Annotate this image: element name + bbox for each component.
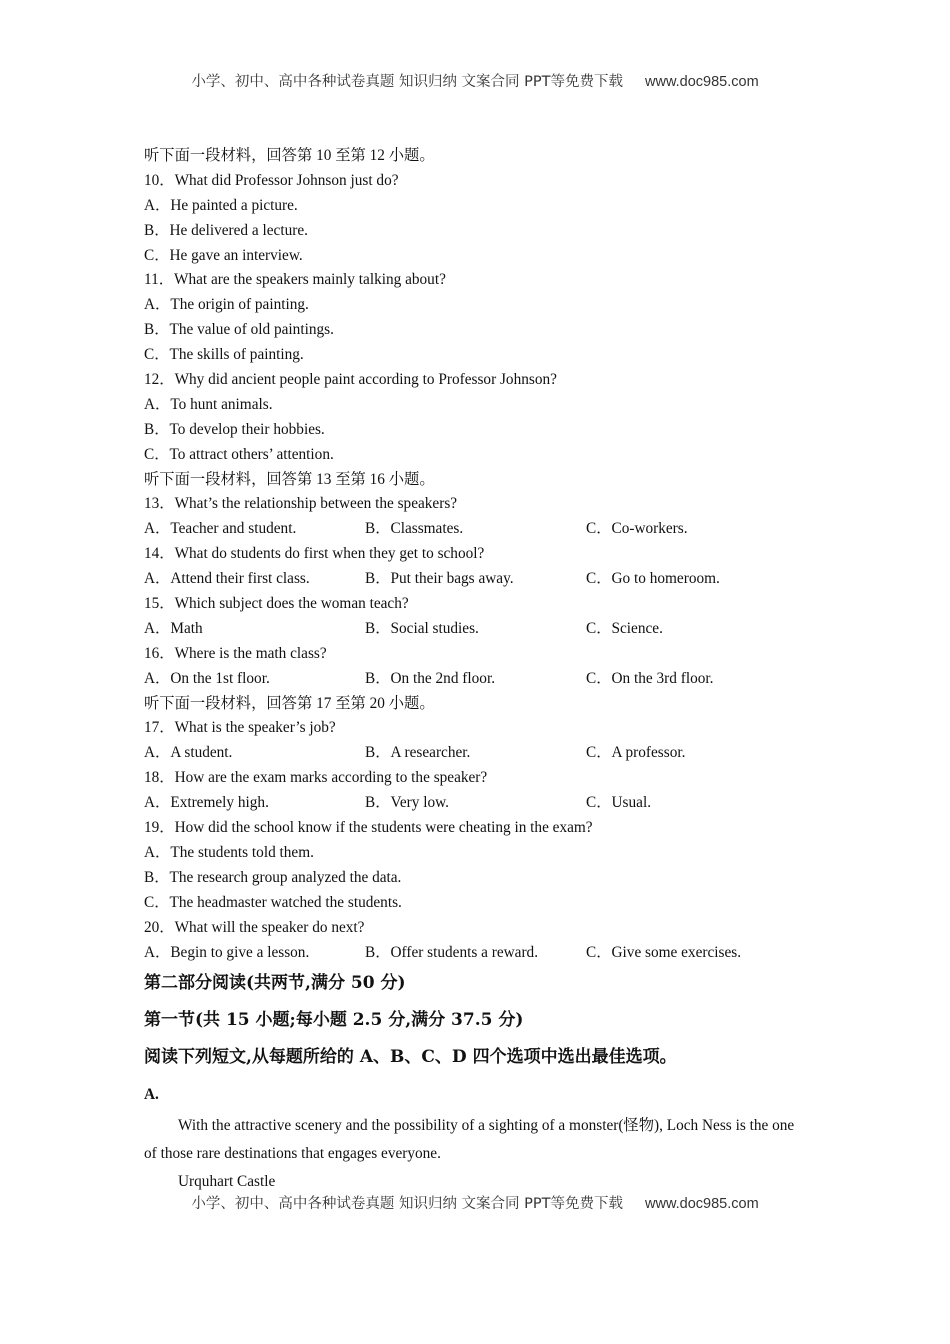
- text-line: B．He delivered a lecture.: [144, 221, 308, 239]
- text-line: 听下面一段材料，回答第 10 至第 12 小题。: [144, 147, 435, 164]
- question-list: [144, 144, 824, 965]
- section-title: 第二部分阅读(共两节,满分 50 分): [144, 973, 406, 994]
- option-a: A．Attend their first class.: [144, 570, 310, 588]
- option-b: B．On the 2nd floor.: [365, 669, 496, 687]
- text-line: 12．Why did ancient people paint according to Professor Johnson?: [144, 371, 557, 389]
- footer-site: www.doc985.com: [645, 1196, 759, 1212]
- text-line: 19．How did the school know if the students were cheating in the exam?: [144, 819, 593, 837]
- option-row: [144, 517, 824, 542]
- header-site: www.doc985.com: [645, 74, 759, 90]
- text-line: C．To attract others’ attention.: [144, 445, 334, 463]
- text-line: 听下面一段材料，回答第 17 至第 20 小题。: [144, 694, 435, 712]
- option-b: B．Very low.: [365, 794, 449, 812]
- option-c: C．Science.: [586, 619, 663, 637]
- option-a: A．On the 1st floor.: [144, 669, 270, 687]
- section-instruction: 阅读下列短文,从每题所给的 A、B、C、D 四个选项中选出最佳选项。: [144, 1047, 677, 1068]
- text-line: B．The value of old paintings.: [144, 321, 334, 339]
- text-line: A．The students told them.: [144, 843, 314, 861]
- text-line: 10．What did Professor Johnson just do?: [144, 171, 399, 189]
- option-c: C．Go to homeroom.: [586, 570, 720, 588]
- passage-paragraph: With the attractive scenery and the possibility of a sighting of a monster(怪物), Loch Ness is the one of those rare destinations that engages everyone.: [144, 1117, 795, 1163]
- option-c: C．A professor.: [586, 744, 686, 762]
- option-b: B．Put their bags away.: [365, 570, 514, 588]
- text-line: 14．What do students do first when they get to school?: [144, 545, 485, 563]
- text-line: 20．What will the speaker do next?: [144, 918, 365, 936]
- option-a: A．Begin to give a lesson.: [144, 943, 310, 961]
- header-text: 小学、初中、高中各种试卷真题 知识归纳 文案合同 PPT等免费下载: [191, 74, 624, 90]
- page-footer: [0, 1192, 950, 1213]
- text-line: A．He painted a picture.: [144, 196, 298, 214]
- option-a: A．Math: [144, 619, 203, 637]
- option-a: A．A student.: [144, 744, 233, 762]
- text-line: 13．What’s the relationship between the speakers?: [144, 495, 458, 513]
- option-b: B．A researcher.: [365, 744, 471, 762]
- text-line: 17．What is the speaker’s job?: [144, 719, 336, 737]
- option-row: [144, 567, 824, 592]
- option-row: [144, 667, 824, 692]
- option-c: C．Give some exercises.: [586, 943, 742, 961]
- option-c: C．On the 3rd floor.: [586, 669, 714, 687]
- text-line: C．The headmaster watched the students.: [144, 893, 402, 911]
- option-b: B．Offer students a reward.: [365, 943, 539, 961]
- document-body: [144, 144, 824, 1196]
- option-a: A．Teacher and student.: [144, 520, 297, 538]
- text-line: A．To hunt animals.: [144, 395, 273, 413]
- option-row: [144, 741, 824, 766]
- option-b: B．Social studies.: [365, 619, 479, 637]
- text-line: B．The research group analyzed the data.: [144, 868, 402, 886]
- passage-label: A.: [144, 1086, 159, 1104]
- text-line: 18．How are the exam marks according to the speaker?: [144, 769, 488, 787]
- text-line: C．The skills of painting.: [144, 346, 304, 364]
- option-c: C．Usual.: [586, 794, 652, 812]
- option-a: A．Extremely high.: [144, 794, 269, 812]
- text-line: 16．Where is the math class?: [144, 644, 327, 662]
- option-row: [144, 791, 824, 816]
- text-line: C．He gave an interview.: [144, 246, 303, 264]
- text-line: 15．Which subject does the woman teach?: [144, 595, 409, 613]
- passage-subheading: Urquhart Castle: [178, 1173, 276, 1191]
- option-b: B．Classmates.: [365, 520, 464, 538]
- option-row: [144, 617, 824, 642]
- page-header: [0, 70, 950, 91]
- text-line: A．The origin of painting.: [144, 296, 309, 314]
- section-subtitle: 第一节(共 15 小题;每小题 2.5 分,满分 37.5 分): [144, 1010, 524, 1031]
- option-row: [144, 941, 824, 966]
- text-line: 11．What are the speakers mainly talking about?: [144, 271, 446, 289]
- option-c: C．Co-workers.: [586, 520, 688, 538]
- text-line: B．To develop their hobbies.: [144, 420, 325, 438]
- text-line: 听下面一段材料，回答第 13 至第 16 小题。: [144, 470, 435, 488]
- footer-text: 小学、初中、高中各种试卷真题 知识归纳 文案合同 PPT等免费下载: [191, 1196, 624, 1212]
